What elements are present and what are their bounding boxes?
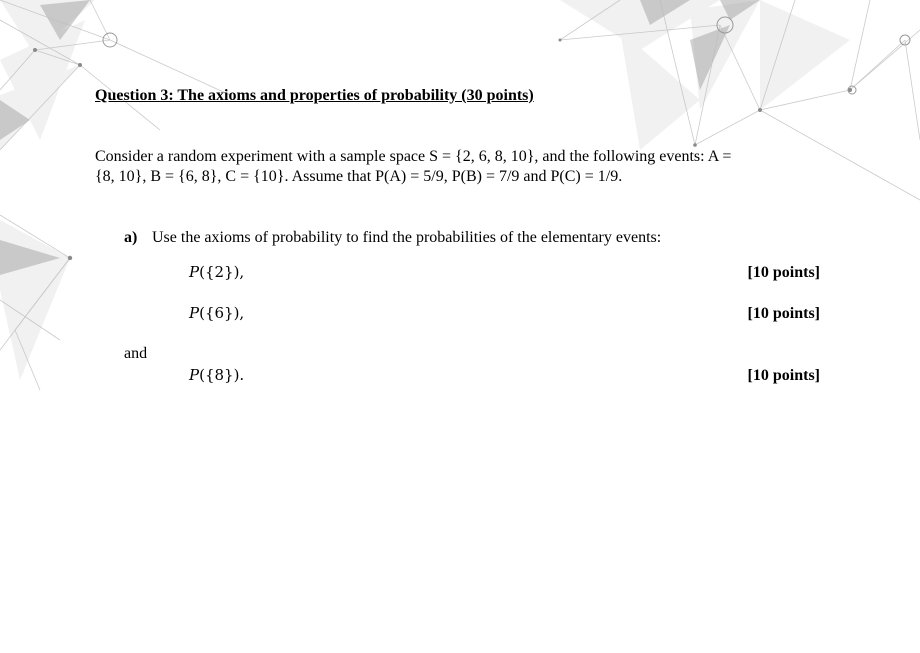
and-word: and <box>124 345 148 362</box>
probability-symbol: P <box>189 366 200 384</box>
probability-p2 <box>189 263 244 281</box>
probability-symbol: P <box>189 304 200 322</box>
probability-p8 <box>189 366 244 384</box>
event-argument: ({6}), <box>199 304 245 322</box>
intro-line-1: Consider a random experiment with a sample space S = {2, 6, 8, 10}, and the following events: A = <box>95 148 732 165</box>
points-p6: [10 points] <box>747 305 820 322</box>
question-intro <box>95 147 815 187</box>
points-p8: [10 points] <box>747 367 820 384</box>
probability-p6 <box>189 304 244 322</box>
probability-symbol: P <box>189 263 200 281</box>
event-argument: ({8}). <box>199 366 245 384</box>
part-a-label: a) <box>124 229 138 246</box>
intro-line-2: {8, 10}, B = {6, 8}, C = {10}. Assume that P(A) = 5/9, P(B) = 7/9 and P(C) = 1/9. <box>95 168 623 185</box>
question-heading: Question 3: The axioms and properties of probability (30 points) <box>95 87 534 104</box>
points-p2: [10 points] <box>747 264 820 281</box>
part-a-instruction: Use the axioms of probability to find the probabilities of the elementary events: <box>152 229 662 246</box>
event-argument: ({2}), <box>199 263 245 281</box>
